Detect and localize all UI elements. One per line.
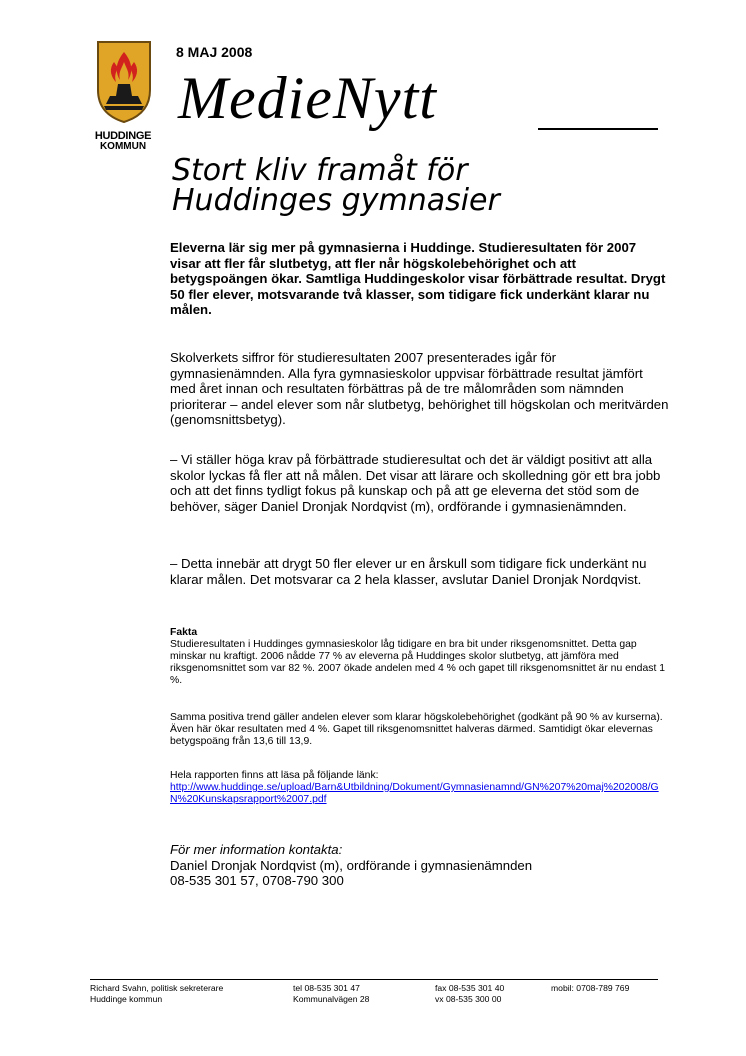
footer-vx: vx 08-535 300 00 bbox=[435, 994, 502, 1004]
article-headline bbox=[172, 153, 692, 218]
masthead-title: MedieNytt bbox=[178, 65, 437, 131]
fakta-paragraph-1: Studieresultaten i Huddinges gymnasieskolor låg tidigare en bra bit under riksgenomsnittet. Detta gap minskar nu kraftigt. 2006 nådde 77 % av eleverna på Huddinges skolor slutbetyg, att jämföra med riksgenomsnittet som var 82 %. 2007 ökade andelen med 4 % och gapet till riksgenomsnittet är nu endast 1 %. bbox=[170, 639, 665, 686]
fakta-link-block bbox=[170, 770, 670, 806]
article-paragraph-1: Skolverkets siffror för studieresultaten 2007 presenterades igår för gymnasienämnden. Alla fyra gymnasieskolor uppvisar förbättrade resultat jämfört med året innan och resultaten förbättras på de tre målområden som nämnden prioriterar – andel elever som når slutbetyg, behörighet till högskolan och meritvärden (genomsnittsbetyg). bbox=[170, 350, 669, 428]
footer-col-4 bbox=[551, 983, 629, 994]
headline-line-1: Stort kliv framåt för bbox=[172, 153, 468, 188]
footer-fax: fax 08-535 301 40 bbox=[435, 983, 505, 993]
fakta-heading: Fakta bbox=[170, 627, 198, 638]
coat-of-arms-icon bbox=[92, 40, 156, 124]
contact-name: Daniel Dronjak Nordqvist (m), ordförande i gymnasienämnden bbox=[170, 857, 533, 873]
footer-address: Kommunalvägen 28 bbox=[293, 994, 370, 1004]
contact-title: För mer information kontakta: bbox=[170, 842, 343, 857]
huddinge-kommun-logo bbox=[92, 40, 156, 152]
footer-col-3 bbox=[435, 983, 504, 1005]
contact-block bbox=[170, 842, 670, 889]
press-release-date: 8 MAJ 2008 bbox=[176, 44, 253, 60]
footer-col-2 bbox=[293, 983, 369, 1005]
fakta-paragraph-2: Samma positiva trend gäller andelen elever som klarar högskolebehörighet (godkänt på 90 % av kurserna). Även här ökar resultaten med 4 %. Gapet till riksgenomsnittet halveras därmed. Samtidigt ökar elevernas betygspoäng från 13,6 till 13,9. bbox=[170, 712, 663, 747]
report-link[interactable]: http://www.huddinge.se/upload/Barn&Utbildning/Dokument/Gymnasienamnd/GN%207%20maj%202008/GN%20Kunskapsrapport%2007.pdf bbox=[170, 782, 659, 805]
footer-name: Richard Svahn, politisk sekreterare bbox=[90, 983, 224, 993]
article-lead: Eleverna lär sig mer på gymnasierna i Huddinge. Studieresultaten för 2007 visar att fler får slutbetyg, att fler når högskolebehörighet och att betygspoängen ökar. Samtliga Huddingeskolor visar förbättrade resultat. Drygt 50 fler elever, motsvarande två klasser, som tidigare fick underkänt klarar nu målen. bbox=[170, 240, 666, 318]
article-paragraph-2: – Vi ställer höga krav på förbättrade studieresultat och det är väldigt positivt att alla skolor lyckas få fler att nå målen. Det visar att lärare och skolledning gör ett bra jobb och att det finns tydligt fokus på kunskap och på att ge eleverna det stöd som de behöver, säger Daniel Dronjak Nordqvist (m), ordförande i gymnasienämnden. bbox=[170, 452, 661, 514]
logo-text-line2: KOMMUN bbox=[99, 141, 147, 152]
footer-org: Huddinge kommun bbox=[90, 994, 163, 1004]
footer-col-1 bbox=[90, 983, 223, 1005]
headline-line-2: Huddinges gymnasier bbox=[172, 183, 500, 218]
contact-phones: 08-535 301 57, 0708-790 300 bbox=[170, 873, 344, 889]
fakta-link-intro: Hela rapporten finns att läsa på följande länk: bbox=[170, 770, 379, 781]
article-paragraph-3: – Detta innebär att drygt 50 fler elever ur en årskull som tidigare fick underkänt nu klarar målen. Det motsvarar ca 2 hela klasser, avslutar Daniel Dronjak Nordqvist. bbox=[170, 556, 647, 587]
footer-rule bbox=[90, 979, 658, 980]
footer-tel: tel 08-535 301 47 bbox=[293, 983, 360, 993]
masthead-rule bbox=[538, 128, 658, 130]
logo-text-line1: HUDDINGE bbox=[94, 130, 152, 142]
footer-mobile: mobil: 0708-789 769 bbox=[551, 983, 630, 993]
